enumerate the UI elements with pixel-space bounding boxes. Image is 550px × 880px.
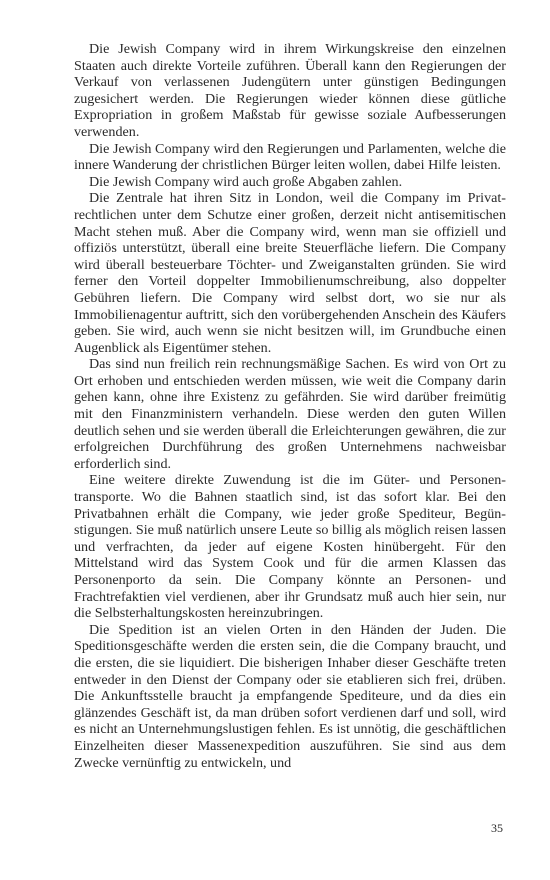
body-text	[74, 41, 506, 771]
paragraph-1: Die Jewish Company wird in ihrem Wirkungskreise den einzelnen Staaten auch direkte Vorteile zuführen. Überall kann den Regierungen der Verkauf von verlassenen Judengütern unter günstigen Bedingungen zugesichert werden. Die Regierungen wieder können diese gütliche Expropriation in großem Maßstab für gewisse soziale Aufbesserungen verwenden.	[74, 41, 506, 140]
paragraph-7: Die Spedition ist an vielen Orten in den Händen der Juden. Die Speditionsgeschäfte werden die ersten sein, die die Company braucht, und die ersten, die sie liquidiert. Die bisherigen Inhaber dieser Geschäfte treten entweder in den Dienst der Company oder sie etablieren sich frei, drüben. Die Ankunftsstelle braucht ja empfangende Spediteure, und da dies ein glänzendes Geschäft ist, da man drüben sofort verdienen darf und soll, wird es nicht an Unternehmungslustigen fehlen. Es ist unnötig, die geschäftlichen Einzelheiten dieser Massenexpedition auszuführen. Sie sind aus dem Zwecke vernünftig zu entwickeln, und	[74, 621, 506, 771]
paragraph-4: Die Zentrale hat ihren Sitz in London, weil die Company im Privatrechtlichen unter dem Schutze einer großen, derzeit nicht antisemitischen Macht stehen muß. Aber die Company wird, wenn man sie offiziell und offiziös unterstützt, überall eine breite Steuerfläche liefern. Die Company wird überall besteuerbare Töchter- und Zweiganstalten gründen. Sie wird ferner den Vorteil doppelter Immobilienumschreibung, also doppelter Gebühren liefern. Die Company wird selbst dort, wo sie nur als Immobilienagentur auftritt, sich den vorübergehenden Anschein des Käufers geben. Sie wird, auch wenn sie nicht besitzen will, im Grundbuche einen Augenblick als Eigentümer stehen.	[74, 190, 506, 356]
paragraph-6: Eine weitere direkte Zuwendung ist die im Güter- und Personentransporte. Wo die Bahnen staatlich sind, ist das sofort klar. Bei den Privatbahnen erhält die Company, wie jeder große Spediteur, Begünstigungen. Sie muß natürlich unsere Leute so billig als möglich reisen lassen und verfrachten, da jeder auf eigene Kosten hinübergeht. Für den Mittelstand wird das System Cook und für die armen Klassen das Personenporto da sein. Die Company könnte an Personen- und Frachtrefaktien viel verdienen, aber ihr Grundsatz muß auch hier sein, nur die Selbsterhaltungskosten hereinzubringen.	[74, 472, 506, 622]
page-number: 35	[491, 821, 503, 835]
paragraph-3: Die Jewish Company wird auch große Abgaben zahlen.	[89, 173, 403, 190]
paragraph-5: Das sind nun freilich rein rechnungsmäßige Sachen. Es wird von Ort zu Ort erhoben und entschieden werden müssen, wie weit die Company darin gehen kann, ohne ihre Existenz zu gefährden. Sie wird darüber freimütig mit den Finanzministern verhandeln. Diese werden den guten Willen deutlich sehen und sie werden überall die Erleichterungen gewähren, die zur erfolgreichen Durchführung des großen Unternehmens nachweisbar erforderlich sind.	[74, 356, 506, 472]
paragraph-2: Die Jewish Company wird den Regierungen und Parlamenten, welche die innere Wanderung der christlichen Bürger leiten wollen, dabei Hilfe leisten.	[74, 140, 506, 174]
